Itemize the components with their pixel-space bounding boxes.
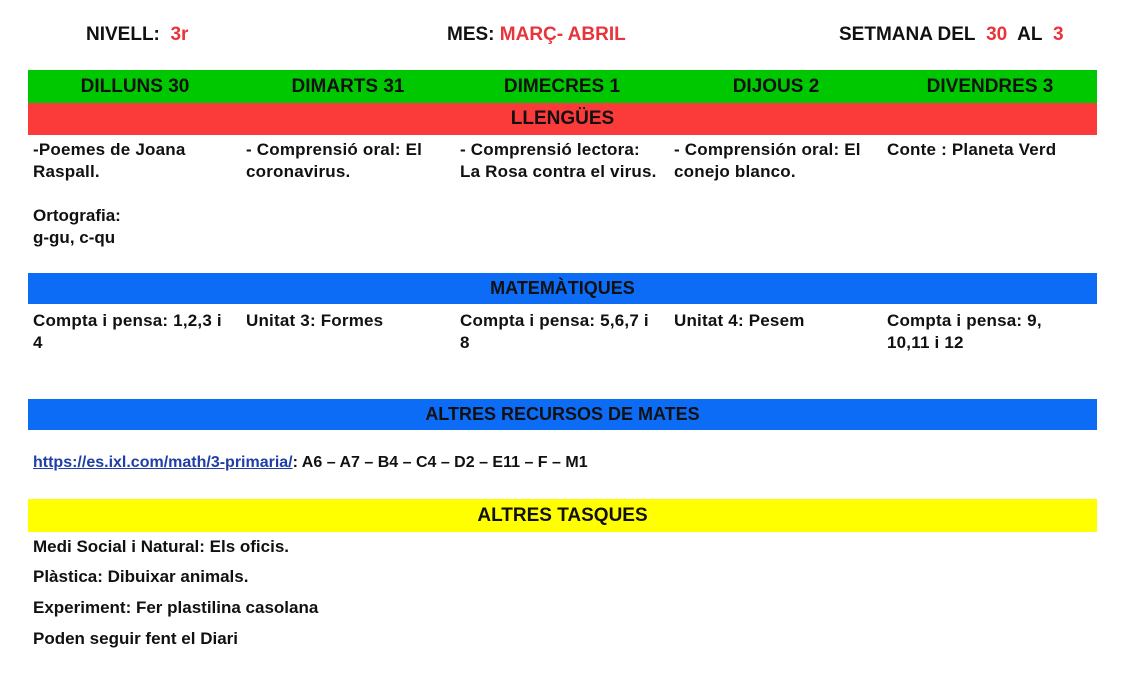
nivell-value: 3r <box>170 24 189 45</box>
task-item: Medi Social i Natural: Els oficis. <box>33 537 290 556</box>
mates-cell-tuesday: Unitat 3: Formes <box>246 311 384 330</box>
mes-value: MARÇ- ABRIL <box>499 24 626 45</box>
mates-cell-thursday: Unitat 4: Pesem <box>674 311 805 330</box>
setmana-heading <box>839 24 1064 46</box>
mes-heading <box>447 24 626 46</box>
nivell-heading <box>86 24 188 46</box>
llengues-cell-friday: Conte : Planeta Verd <box>887 140 1057 159</box>
setmana-to: 3 <box>1052 24 1064 45</box>
day-monday: DILLUNS 30 <box>80 76 190 97</box>
ixl-link[interactable]: https://es.ixl.com/math/3-primaria/ <box>33 454 293 471</box>
task-item: Plàstica: Dibuixar animals. <box>33 567 249 586</box>
recursos-section-title: ALTRES RECURSOS DE MATES <box>28 399 1097 430</box>
nivell-label: NIVELL: <box>86 24 160 45</box>
day-thursday: DIJOUS 2 <box>732 76 820 97</box>
mates-cell-monday: Compta i pensa: 1,2,3 i 4 <box>33 311 222 352</box>
day-friday: DIVENDRES 3 <box>926 76 1054 97</box>
llengues-cell-tuesday: - Comprensió oral: El coronavirus. <box>246 140 423 181</box>
setmana-from: 30 <box>986 24 1008 45</box>
al-label: AL <box>1017 24 1043 45</box>
llengues-cell-wednesday: - Comprensió lectora: La Rosa contra el virus. <box>460 140 657 181</box>
mates-cell-friday: Compta i pensa: 9, 10,11 i 12 <box>887 311 1042 352</box>
tasques-section-title: ALTRES TASQUES <box>28 499 1097 532</box>
task-item: Poden seguir fent el Diari <box>33 629 238 648</box>
day-tuesday: DIMARTS 31 <box>291 76 405 97</box>
day-wednesday: DIMECRES 1 <box>503 76 621 97</box>
ortografia-note <box>33 205 121 249</box>
llengues-cell-thursday: - Comprensión oral: El conejo blanco. <box>674 140 861 181</box>
llengues-cell-monday: -Poemes de Joana Raspall. <box>33 140 186 181</box>
matematiques-section-title: MATEMÀTIQUES <box>28 273 1097 304</box>
llengues-section-title: LLENGÜES <box>28 103 1097 135</box>
task-item: Experiment: Fer plastilina casolana <box>33 598 319 617</box>
days-bar <box>28 70 1097 103</box>
ixl-resource-line <box>33 454 588 472</box>
ortografia-value: g-gu, c-qu <box>33 228 116 247</box>
ixl-exercises: : A6 – A7 – B4 – C4 – D2 – E11 – F – M1 <box>292 454 588 471</box>
mes-label: MES: <box>447 24 495 45</box>
mates-cell-wednesday: Compta i pensa: 5,6,7 i 8 <box>460 311 649 352</box>
setmana-label: SETMANA DEL <box>839 24 976 45</box>
ortografia-label: Ortografia: <box>33 206 121 225</box>
